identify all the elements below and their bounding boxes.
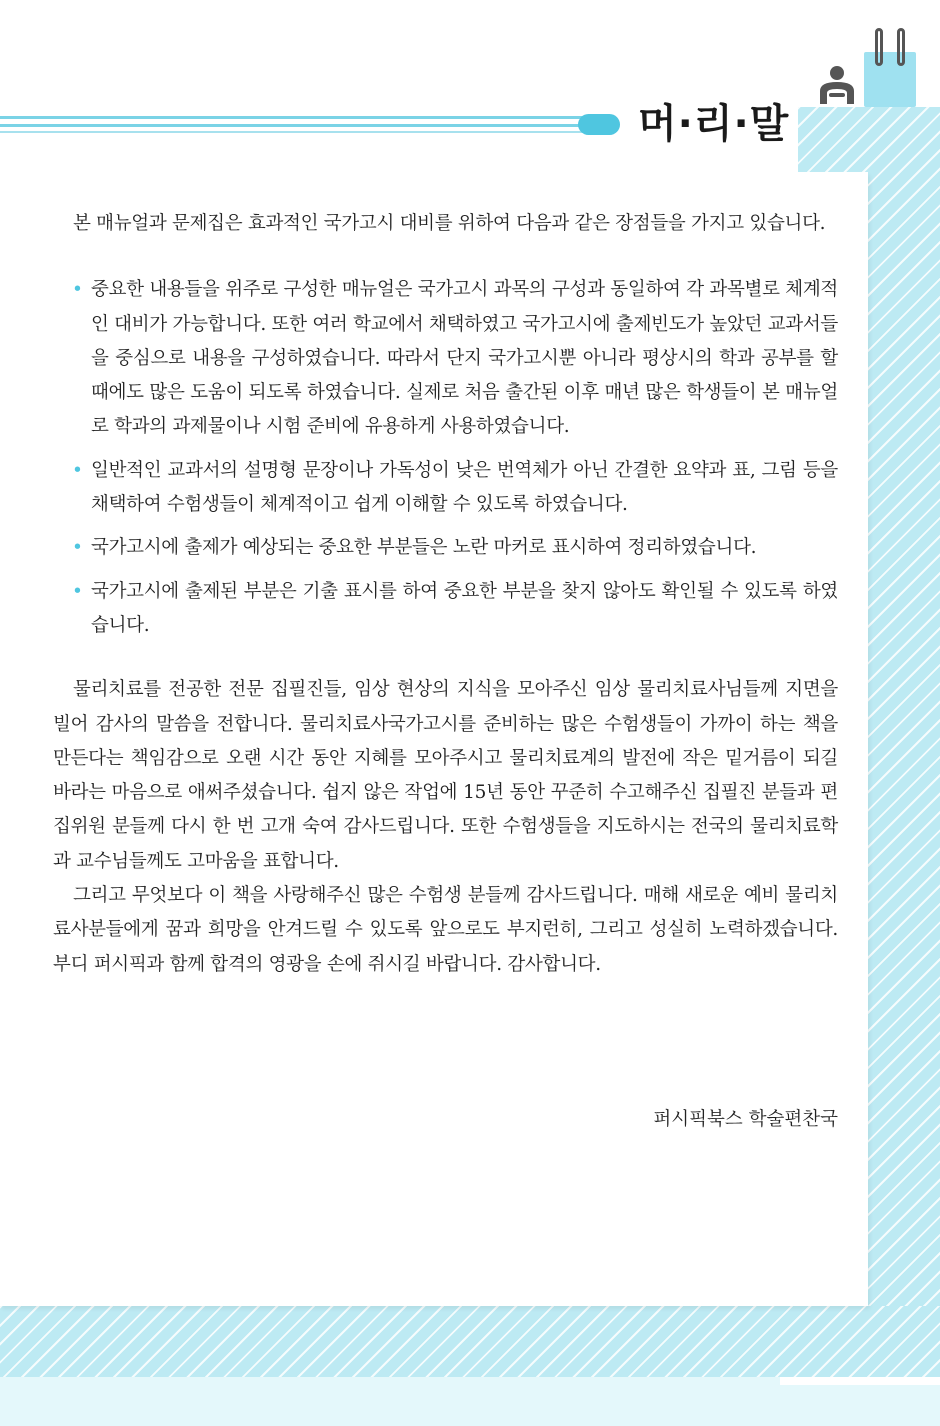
binder-clip-icon xyxy=(897,28,905,66)
preface-body xyxy=(53,207,838,982)
page-title: 머·리·말 xyxy=(638,101,790,147)
signature: 퍼시픽북스 학술편찬국 xyxy=(653,1109,838,1130)
thanks-paragraph: 물리치료를 전공한 전문 집필진들, 임상 현상의 지식을 모아주신 임상 물리치료사님들께 지면을 빌어 감사의 말씀을 전합니다. 물리치료사국가고시를 준비하는 많은 수험생들이 가까이 하는 책을 만든다는 책임감으로 오랜 시간 동안 지혜를 모아주시고 물리치료계의 발전에 작은 밑거름이 되길 바라는 마음으로 애써주셨습니다. 쉽지 않은 작업에 15년 동안 꾸준히 수고해주신 집필진 분들과 편집위원 분들께 다시 한 번 고개 숙여 감사드립니다. 또한 수험생들을 지도하시는 전국의 물리치료학과 교수님들께도 고마움을 표합니다. xyxy=(53,679,838,872)
header-rule-cap xyxy=(578,114,620,135)
list-item: • 중요한 내용들을 위주로 구성한 매뉴얼은 국가고시 과목의 구성과 동일하여 각 과목별로 체계적인 대비가 가능합니다. 또한 여러 학교에서 채택하였고 국가고시에 출제빈도가 높았던 교과서들을 중심으로 내용을 구성하였습니다. 따라서 단지 국가고시뿐 아니라 평상시의 학과 공부를 할 때에도 많은 도움이 되도록 하였습니다. 실제로 처음 출간된 이후 매년 많은 학생들이 본 매뉴얼로 학과의 과제물이나 시험 준비에 유용하게 사용하였습니다. xyxy=(91,273,838,444)
decorative-stripe-footer xyxy=(0,1306,940,1377)
intro-paragraph: 본 매뉴얼과 문제집은 효과적인 국가고시 대비를 위하여 다음과 같은 장점들을 가지고 있습니다. xyxy=(73,213,826,234)
closing-paragraph: 그리고 무엇보다 이 책을 사랑해주신 많은 수험생 분들께 감사드립니다. 매해 새로운 예비 물리치료사분들에게 꿈과 희망을 안겨드릴 수 있도록 앞으로도 부지런히, 그리고 성실히 노력하겠습니다. 부디 퍼시픽과 함께 합격의 영광을 손에 쥐시길 바랍니다. 감사합니다. xyxy=(53,885,838,975)
list-item: • 국가고시에 출제된 부분은 기출 표시를 하여 중요한 부분을 찾지 않아도 확인될 수 있도록 하였습니다. xyxy=(91,575,838,644)
header-rule xyxy=(0,124,590,127)
header-rule xyxy=(0,131,590,133)
binder-clip-icon xyxy=(875,28,883,66)
footer-band-step xyxy=(780,1377,940,1385)
index-tab xyxy=(864,52,916,107)
feature-list xyxy=(53,273,838,643)
person-icon xyxy=(816,64,858,106)
header-rule xyxy=(0,116,590,119)
list-item: • 일반적인 교과서의 설명형 문장이나 가독성이 낮은 번역체가 아닌 간결한 요약과 표, 그림 등을 채택하여 수험생들이 체계적이고 쉽게 이해할 수 있도록 하였습니다. xyxy=(91,454,838,523)
list-item: • 국가고시에 출제가 예상되는 중요한 부분들은 노란 마커로 표시하여 정리하였습니다. xyxy=(91,531,838,565)
